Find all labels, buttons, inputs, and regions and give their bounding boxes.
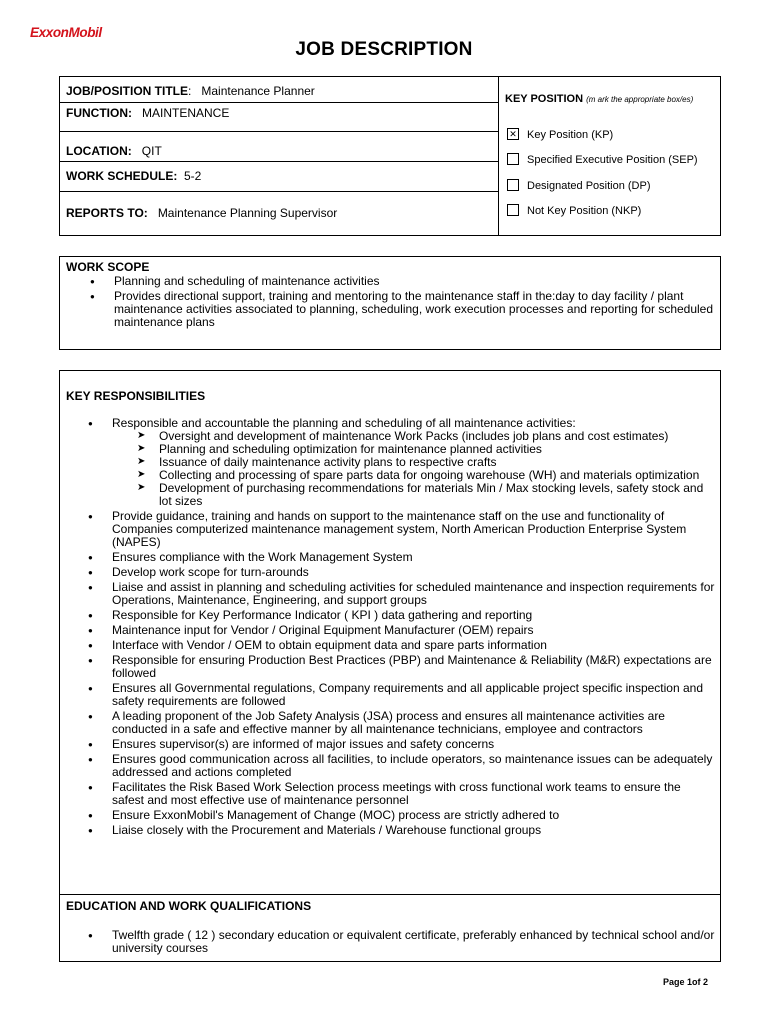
responsibilities-heading: KEY RESPONSIBILITIES [66, 389, 206, 403]
responsibilities-list [88, 416, 716, 837]
arrow-bullet-icon: ➤ [137, 456, 146, 467]
key-position-option-nkp[interactable] [507, 205, 641, 217]
list-item [88, 737, 716, 751]
list-item-text: Ensures supervisor(s) are informed of major issues and safety concerns [112, 737, 495, 751]
document-title: JOB DESCRIPTION [295, 39, 473, 60]
key-position-option-dp[interactable] [507, 180, 651, 192]
bullet-icon: ● [88, 553, 93, 562]
function-label: FUNCTION: [66, 106, 132, 120]
education-heading: EDUCATION AND WORK QUALIFICATIONS [66, 899, 312, 913]
sublist-item [137, 481, 716, 508]
work-schedule-value: 5-2 [184, 169, 202, 183]
arrow-bullet-icon: ➤ [137, 430, 146, 441]
arrow-bullet-icon: ➤ [137, 482, 146, 493]
bullet-icon: ● [88, 931, 93, 940]
list-item [88, 928, 716, 955]
list-item [88, 709, 716, 736]
bullet-icon: ● [88, 611, 93, 620]
reports-to-label: REPORTS TO: [66, 206, 148, 220]
list-item-text: Ensures good communication across all facilities, to include operators, so maintenance issues can be adequately addressed and actions completed [112, 752, 713, 779]
work-scope-list [90, 274, 714, 329]
list-item [88, 808, 716, 822]
location-value: QIT [141, 144, 162, 158]
bullet-icon: ● [88, 740, 93, 749]
function-value: MAINTENANCE [142, 106, 230, 120]
list-item-text: Provide guidance, training and hands on support to the maintenance staff on the use and functionality of Companies computerized maintenance management system, North American Production Enterprise System (NAPES) [112, 509, 687, 549]
list-item [88, 580, 716, 607]
list-item-text: A leading proponent of the Job Safety Analysis (JSA) process and ensures all maintenance activities are conducted in a safe and effective manner by all maintenance technicians, employee and contractors [112, 709, 665, 736]
page-number: Page 1of 2 [663, 977, 709, 987]
bullet-icon: ● [88, 712, 93, 721]
location-label: LOCATION: [66, 144, 132, 158]
sublist-item-text: Issuance of daily maintenance activity plans to respective crafts [159, 455, 497, 469]
work-schedule-row [60, 162, 498, 192]
list-item-text: Planning and scheduling of maintenance activities [114, 274, 380, 288]
list-item-text: Responsible for Key Performance Indicator ( KPI ) data gathering and reporting [112, 608, 533, 622]
key-position-option-sep[interactable] [507, 154, 698, 166]
list-item [88, 752, 716, 779]
key-position-option-kp[interactable] [507, 129, 613, 141]
list-item [90, 274, 714, 288]
list-item [88, 509, 716, 549]
sublist-item-text: Collecting and processing of spare parts data for ongoing warehouse (WH) and materials optimization [159, 468, 700, 482]
list-item [88, 550, 716, 564]
work-scope-heading: WORK SCOPE [66, 260, 150, 274]
list-item-text: Liaise closely with the Procurement and Materials / Warehouse functional groups [112, 823, 542, 837]
list-item [90, 289, 714, 329]
job-title-colon: : [188, 84, 192, 98]
list-item-text: Interface with Vendor / OEM to obtain equipment data and spare parts information [112, 638, 547, 652]
bullet-icon: ● [88, 626, 93, 635]
list-item-text: Ensures all Governmental regulations, Company requirements and all applicable project specific inspection and safety requirements are followed [112, 681, 703, 708]
checkbox-checked-icon[interactable]: ✕ [507, 128, 519, 140]
section-divider [60, 894, 720, 895]
bullet-icon: ● [88, 811, 93, 820]
bullet-icon: ● [88, 583, 93, 592]
location-row [60, 132, 498, 162]
checkbox-icon[interactable] [507, 204, 519, 216]
job-title-row [60, 77, 498, 103]
education-list [88, 928, 716, 955]
responsibility-sublist [112, 430, 716, 508]
list-item-text: Provides directional support, training and mentoring to the maintenance staff in the:day to day facility / plant maintenance activities associated to planning, scheduling, work execution processes and reporting for scheduled maintenance plans [114, 289, 714, 329]
work-schedule-label: WORK SCHEDULE: [66, 169, 178, 183]
list-item [88, 653, 716, 680]
list-item-text: Ensures compliance with the Work Management System [112, 550, 413, 564]
bullet-icon: ● [88, 783, 93, 792]
bullet-icon: ● [88, 641, 93, 650]
work-scope-box [59, 256, 721, 350]
list-item-text: Maintenance input for Vendor / Original Equipment Manufacturer (OEM) repairs [112, 623, 534, 637]
kp-option-label: Key Position (KP) [527, 129, 614, 141]
sublist-item-text: Oversight and development of maintenance Work Packs (includes job plans and cost estimates) [159, 429, 669, 443]
list-item-text: Facilitates the Risk Based Work Selection process meetings with cross functional work teams to ensure the safest and most effective use of maintenance personnel [112, 780, 681, 807]
reports-to-value: Maintenance Planning Supervisor [157, 206, 338, 220]
bullet-icon: ● [88, 568, 93, 577]
job-title-label: JOB/POSITION TITLE [66, 84, 189, 98]
list-item-text: Responsible for ensuring Production Best Practices (PBP) and Maintenance & Reliability (M&R) expectations are followed [112, 653, 712, 680]
list-item [88, 623, 716, 637]
job-title-value: Maintenance Planner [201, 84, 315, 98]
arrow-bullet-icon: ➤ [137, 443, 146, 454]
function-row [60, 103, 498, 132]
sublist-item-text: Planning and scheduling optimization for maintenance planned activities [159, 442, 542, 456]
key-position-title: KEY POSITION [505, 93, 584, 105]
exxonmobil-logo: ExxonMobil [30, 25, 102, 40]
list-item-text: Develop work scope for turn-arounds [112, 565, 309, 579]
list-item-text: Twelfth grade ( 12 ) secondary education or equivalent certificate, preferably enhanced by technical school and/or university courses [112, 928, 715, 955]
arrow-bullet-icon: ➤ [137, 469, 146, 480]
list-item [88, 681, 716, 708]
list-item-text: Responsible and accountable the planning and scheduling of all maintenance activities: [112, 416, 576, 430]
bullet-icon: ● [90, 277, 95, 286]
bullet-icon: ● [88, 512, 93, 521]
list-item-text: Ensure ExxonMobil's Management of Change (MOC) process are strictly adhered to [112, 808, 560, 822]
bullet-icon: ● [88, 755, 93, 764]
responsibilities-box [59, 370, 721, 962]
key-position-panel [498, 77, 721, 235]
list-item-text: Liaise and assist in planning and scheduling activities for scheduled maintenance and inspection requirements for Operations, Maintenance, Engineering, and support groups [112, 580, 715, 607]
bullet-icon: ● [90, 292, 95, 301]
dp-option-label: Designated Position (DP) [527, 180, 651, 192]
list-item [88, 565, 716, 579]
checkbox-icon[interactable] [507, 179, 519, 191]
position-info-box [59, 76, 721, 236]
list-item [88, 780, 716, 807]
reports-to-row [60, 192, 498, 235]
bullet-icon: ● [88, 684, 93, 693]
list-item [88, 638, 716, 652]
sep-option-label: Specified Executive Position (SEP) [527, 154, 698, 166]
bullet-icon: ● [88, 656, 93, 665]
key-position-heading [505, 94, 715, 105]
position-details [60, 77, 498, 235]
nkp-option-label: Not Key Position (NKP) [527, 205, 642, 217]
bullet-icon: ● [88, 419, 93, 428]
bullet-icon: ● [88, 826, 93, 835]
list-item [88, 608, 716, 622]
sublist-item-text: Development of purchasing recommendations for materials Min / Max stocking levels, safety stock and lot sizes [159, 481, 704, 508]
checkbox-icon[interactable] [507, 153, 519, 165]
list-item [88, 823, 716, 837]
key-position-note: (m ark the appropriate box/es) [586, 95, 694, 104]
